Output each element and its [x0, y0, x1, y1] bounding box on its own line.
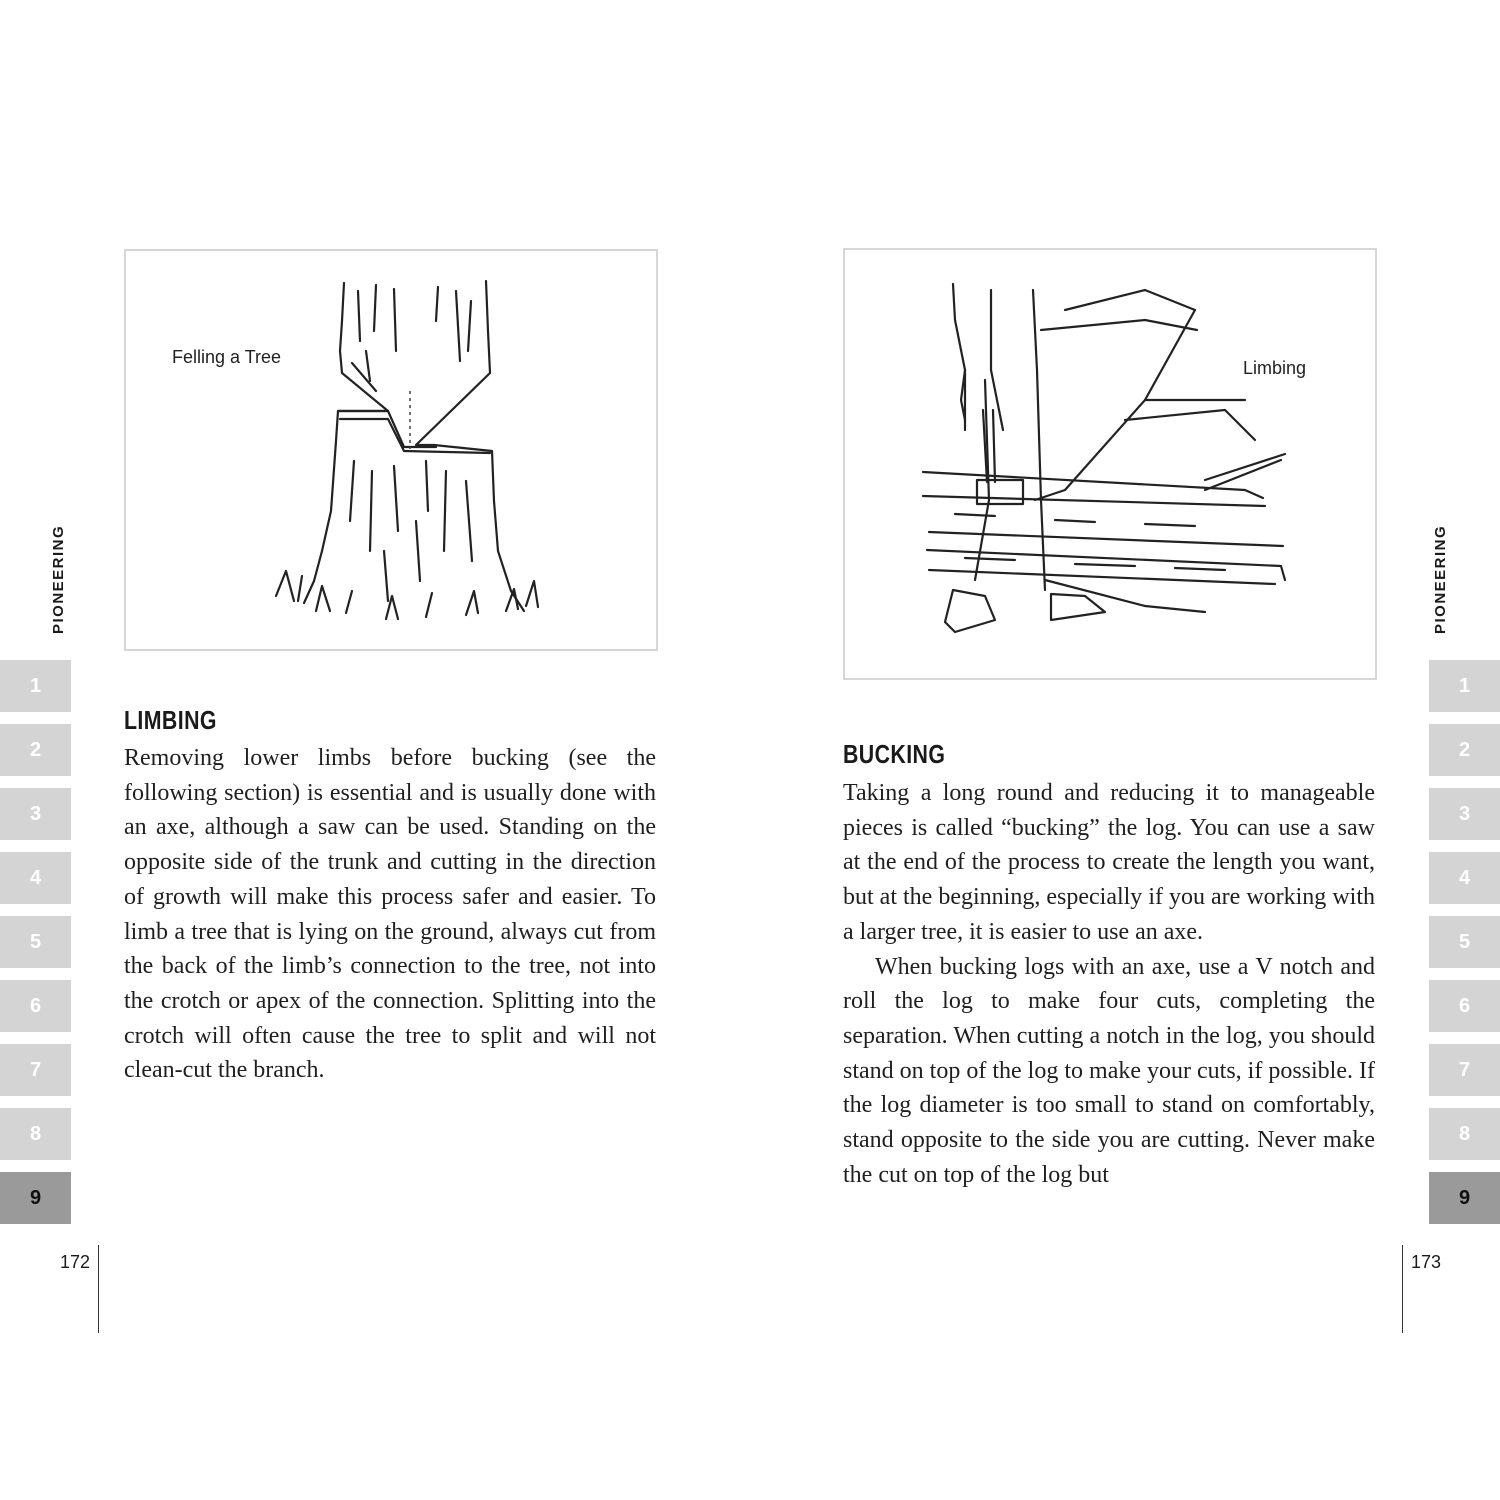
chapter-tab-8[interactable]: 8: [0, 1108, 71, 1160]
chapter-tab-5[interactable]: 5: [1429, 916, 1500, 968]
chapter-tab-4[interactable]: 4: [0, 852, 71, 904]
chapter-tab-9-active[interactable]: 9: [1429, 1172, 1500, 1224]
figure-caption-felling-a-tree: Felling a Tree: [172, 347, 282, 367]
figure-caption-limbing: Limbing: [1243, 358, 1307, 378]
section-label-left: PIONEERING: [50, 524, 67, 634]
bucking-paragraph-1: Taking a long round and reducing it to manageable pieces is called “bucking” the log. You can use a saw at the end of the process to create the length you want, but at the beginning, especially if you are working with a larger tree, it is easier to use an axe.: [843, 780, 1375, 945]
figure-felling-a-tree: [124, 249, 658, 651]
bucking-body: [843, 776, 1375, 1192]
chapter-tab-6[interactable]: 6: [0, 980, 71, 1032]
chapter-tab-3[interactable]: 3: [1429, 788, 1500, 840]
limbing-illustration: [845, 250, 1375, 678]
chapter-tab-3[interactable]: 3: [0, 788, 71, 840]
page-number-left: 172: [60, 1252, 91, 1272]
chapter-tab-1[interactable]: 1: [1429, 660, 1500, 712]
limbing-body: [124, 741, 656, 1088]
chapter-tab-4[interactable]: 4: [1429, 852, 1500, 904]
bucking-paragraph-2: When bucking logs with an axe, use a V notch and roll the log to make four cuts, completing the separation. When cutting a notch in the log, you should stand on top of the log to make your cuts, if possible. If the log diameter is too small to stand on comfortably, stand opposite to the side you are cutting. Never make the cut on top of the log but: [843, 953, 1375, 1188]
page-number-right: 173: [1411, 1252, 1442, 1272]
chapter-tabs-left: [0, 660, 71, 1230]
chapter-tab-2[interactable]: 2: [1429, 724, 1500, 776]
chapter-tab-7[interactable]: 7: [0, 1044, 71, 1096]
chapter-tab-6[interactable]: 6: [1429, 980, 1500, 1032]
section-label-right: PIONEERING: [1432, 524, 1449, 634]
limbing-paragraph: Removing lower limbs before bucking (see the following section) is essential and is usually done with an axe, although a saw can be used. Standing on the opposite side of the trunk and cutting in the direction of growth will make this process safer and easier. To limb a tree that is lying on the ground, always cut from the back of the limb’s connection to the tree, not into the crotch or apex of the connection. Splitting into the crotch will often cause the tree to split and will not clean-cut the branch.: [124, 745, 656, 1084]
heading-limbing: LIMBING: [124, 705, 217, 735]
chapter-tab-2[interactable]: 2: [0, 724, 71, 776]
chapter-tab-9-active[interactable]: 9: [0, 1172, 71, 1224]
chapter-tab-8[interactable]: 8: [1429, 1108, 1500, 1160]
chapter-tab-1[interactable]: 1: [0, 660, 71, 712]
chapter-tab-7[interactable]: 7: [1429, 1044, 1500, 1096]
figure-limbing: [843, 248, 1377, 680]
chapter-tab-5[interactable]: 5: [0, 916, 71, 968]
page-rule-right: [1402, 1245, 1403, 1333]
heading-bucking: BUCKING: [843, 739, 946, 769]
chapter-tabs-right: [1429, 660, 1500, 1230]
page-rule-left: [98, 1245, 99, 1333]
felling-tree-illustration: [126, 251, 656, 649]
